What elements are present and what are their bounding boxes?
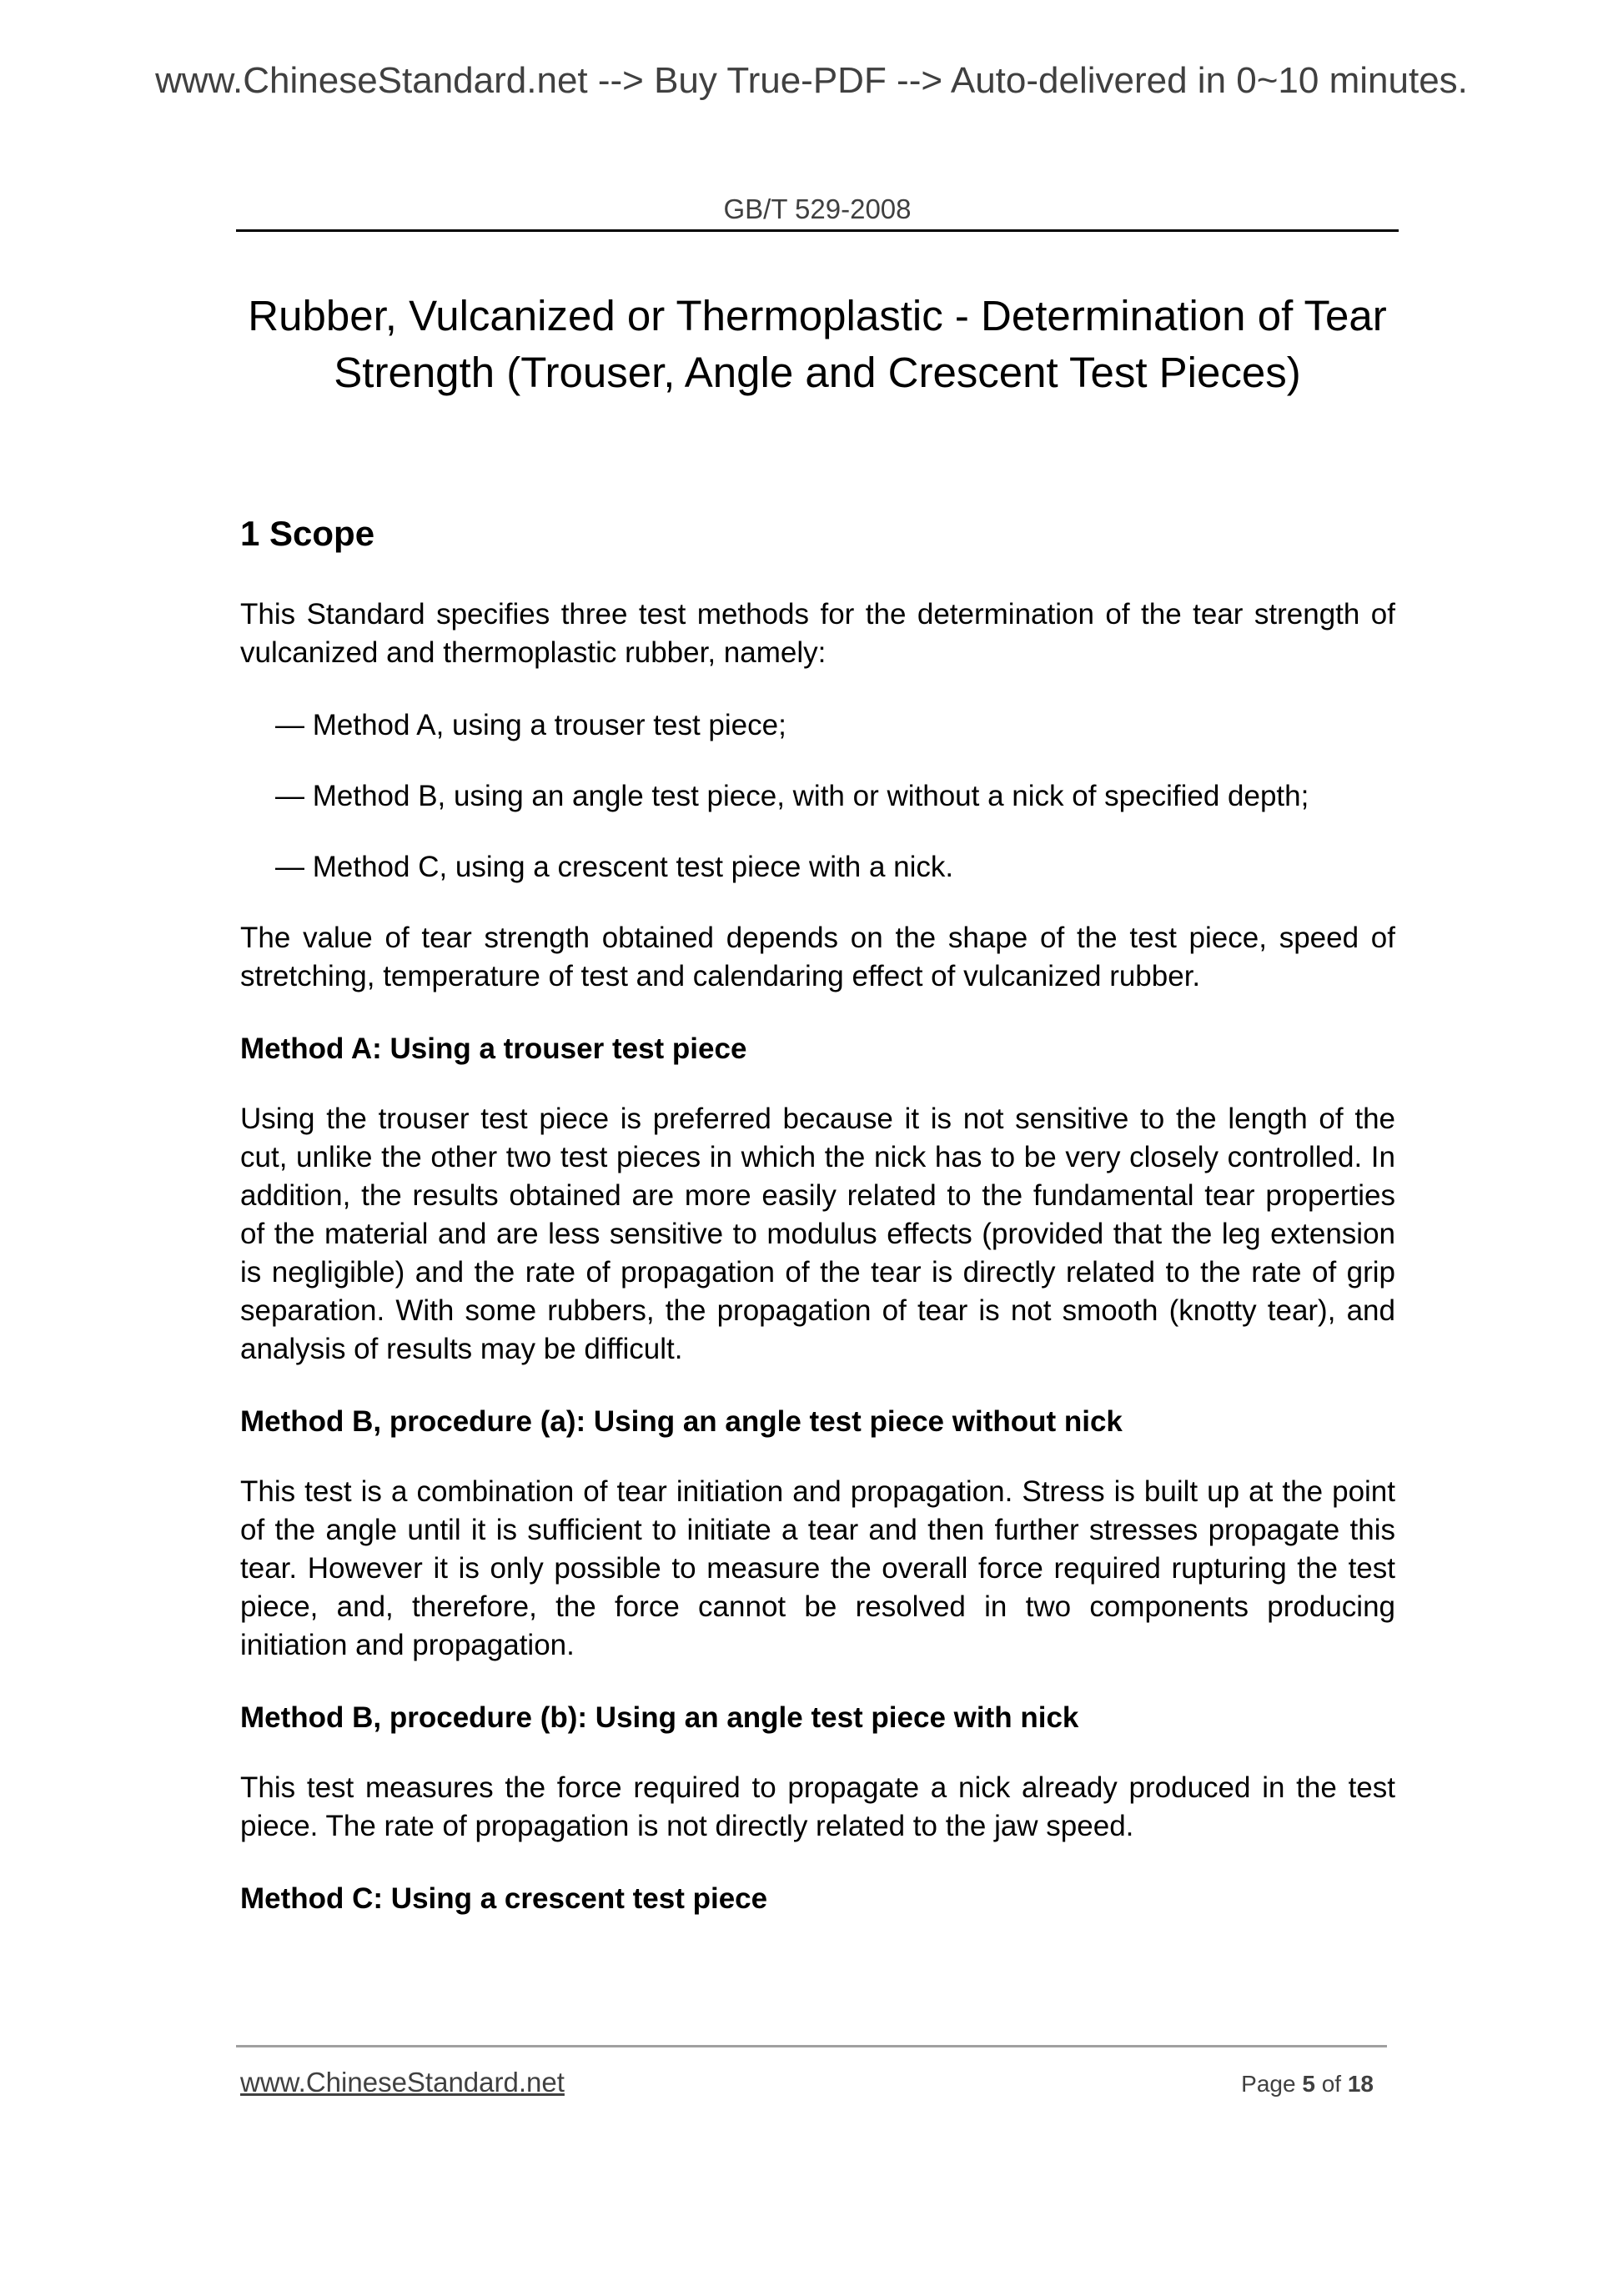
document-title: [236, 288, 1399, 401]
page-current: 5: [1302, 2071, 1315, 2097]
paragraph-method-b-a: This test is a combination of tear initiation and propagation. Stress is built up at the point of the angle until it is sufficient to initiate a tear and then further stresses propagate this tear. However it is only possible to measure the overall force required rupturing the test piece, and, therefore, the force cannot be resolved in two components producing initiation and propagation.: [240, 1475, 1395, 1661]
paragraph-method-a: Using the trouser test piece is preferred because it is not sensitive to the length of the cut, unlike the other two test pieces in which the nick has to be very closely controlled. In addition, the results obtained are more easily related to the fundamental tear properties of the material and are less sensitive to modulus effects (provided that the leg extension is negligible) and the rate of propagation of the tear is directly related to the rate of grip separation. With some rubbers, the propagation of tear is not smooth (knotty tear), and analysis of results may be difficult.: [240, 1103, 1395, 1365]
promo-banner: www.ChineseStandard.net --> Buy True-PDF --> Auto-delivered in 0~10 minutes.: [155, 60, 1468, 101]
page-prefix: Page: [1241, 2071, 1296, 2097]
paragraph-method-b-b: This test measures the force required to propagate a nick already produced in the test piece. The rate of propagation is not directly related to the jaw speed.: [240, 1771, 1395, 1842]
footer-divider: [236, 2045, 1387, 2047]
page-of: of: [1321, 2071, 1342, 2097]
title-line-1: Rubber, Vulcanized or Thermoplastic - Determination of Tear: [248, 292, 1387, 339]
list-item-method-a: — Method A, using a trouser test piece;: [275, 709, 786, 741]
subheading-method-b-b: Method B, procedure (b): Using an angle test piece with nick: [240, 1701, 1079, 1734]
document-body: [240, 510, 1395, 1950]
section-heading-scope: 1 Scope: [240, 514, 375, 553]
header-divider: [236, 229, 1399, 232]
list-item-method-b: — Method B, using an angle test piece, with or without a nick of specified depth;: [275, 780, 1309, 812]
title-line-2: Strength (Trouser, Angle and Crescent Test Pieces): [334, 349, 1301, 396]
list-item-method-c: — Method C, using a crescent test piece with a nick.: [275, 851, 954, 883]
scope-intro: This Standard specifies three test methods for the determination of the tear strength of vulcanized and thermoplastic rubber, namely:: [240, 598, 1395, 669]
scope-note: The value of tear strength obtained depends on the shape of the test piece, speed of stretching, temperature of test and calendaring effect of vulcanized rubber.: [240, 922, 1395, 992]
subheading-method-c: Method C: Using a crescent test piece: [240, 1882, 768, 1915]
subheading-method-a: Method A: Using a trouser test piece: [240, 1032, 747, 1065]
page-total: 18: [1347, 2071, 1374, 2097]
footer-website-link[interactable]: www.ChineseStandard.net: [240, 2067, 565, 2098]
subheading-method-b-a: Method B, procedure (a): Using an angle test piece without nick: [240, 1405, 1123, 1438]
page-indicator: [1241, 2071, 1374, 2098]
document-code: GB/T 529-2008: [723, 193, 912, 224]
